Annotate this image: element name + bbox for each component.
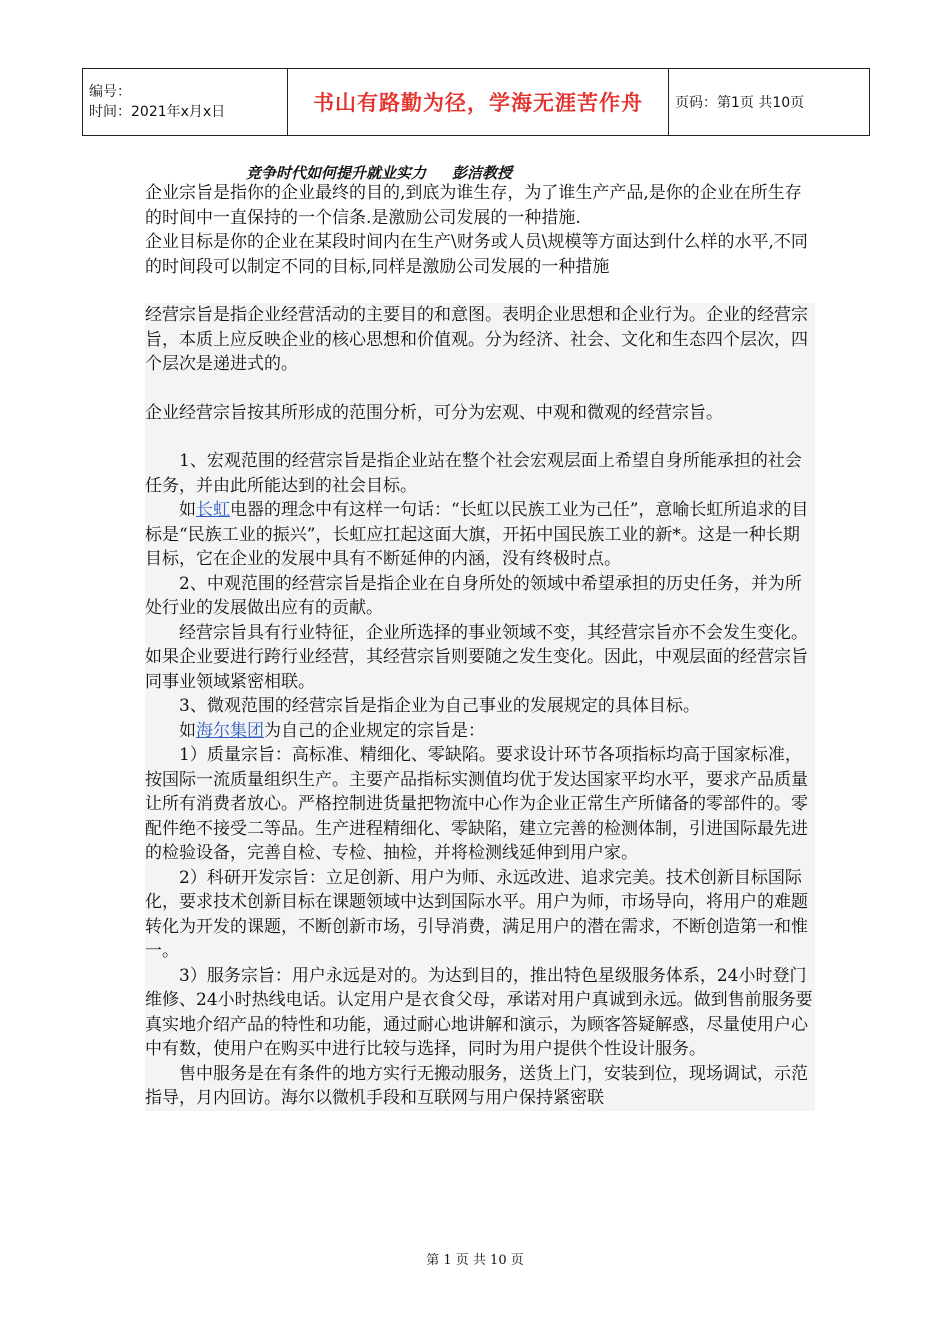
paragraph-meso-mission: 2、中观范围的经营宗旨是指企业在自身所处的领域中希望承担的历史任务，并为所处行业的发展做出应有的贡献。 (145, 573, 802, 618)
page-footer: 第 1 页 共 10 页 (426, 1253, 524, 1268)
paragraph-goal-definition: 企业目标是你的企业在某段时间内在生产\财务或人员\规模等方面达到什么样的水平,不同的时间段可以制定不同的目标,同样是激励公司发展的一种措施 (145, 232, 808, 277)
document-title: 竞争时代如何提升就业实力 (246, 164, 427, 182)
changhong-link[interactable]: 长虹 (196, 500, 230, 520)
document-number-label: 编号： (89, 84, 131, 100)
changhong-text: 电器的理念中有这样一句话：“长虹以民族工业为己任”，意喻长虹所追求的目标是“民族工业的振兴”，长虹应扛起这面大旗，开拓中国民族工业的新*。这是一种长期目标，它在企业的发展中具有不断延伸的内涵，没有终极时点。 (145, 500, 809, 569)
paragraph-macro-mission: 1、宏观范围的经营宗旨是指企业站在整个社会宏观层面上希望自身所能承担的社会任务，并由此所能达到的社会目标。 (145, 451, 802, 496)
paragraph-business-mission: 经营宗旨是指企业经营活动的主要目的和意图。表明企业思想和企业行为。企业的经营宗旨，本质上应反映企业的核心思想和价值观。分为经济、社会、文化和生态四个层次，四个层次是递进式的。 (145, 305, 808, 374)
haier-text: 为自己的企业规定的宗旨是： (264, 720, 485, 741)
document-body (145, 181, 815, 1111)
header-page-info: 页码：第1页 共10页 (669, 69, 870, 136)
paragraph-haier-intro (145, 719, 815, 744)
paragraph-micro-mission: 3、微观范围的经营宗旨是指企业为自己事业的发展规定的具体目标。 (179, 696, 700, 716)
header-meta-cell (83, 69, 288, 136)
paragraph-rd-mission: 2）科研开发宗旨：立足创新、用户为师、永远改进、追求完美。技术创新目标国际化，要求技术创新目标在课题领域中达到国际水平。用户为师，市场导向，将用户的难题转化为开发的课题，不断创新市场，引导消费，满足用户的潜在需求，不断创造第一和惟一。 (145, 867, 808, 961)
haier-link[interactable]: 海尔集团 (196, 720, 264, 741)
paragraph-changhong-example (145, 498, 815, 572)
document-header (82, 68, 870, 136)
document-author: 彭洁教授 (452, 164, 513, 182)
paragraph-mission-scope: 企业经营宗旨按其所形成的范围分析，可分为宏观、中观和微观的经营宗旨。 (145, 402, 723, 423)
paragraph-service-mission: 3）服务宗旨：用户永远是对的。为达到目的，推出特色星级服务体系，24小时登门维修、24小时热线电话。认定用户是衣食父母，承诺对用户真诚到永远。做到售前服务要真实地介绍产品的特性和功能，通过耐心地讲解和演示，为顾客答疑解惑，尽量使用户心中有数，使用户在购买中进行比较与选择，同时为用户提供个性设计服务。 (145, 965, 813, 1059)
prefix-text: 如 (179, 720, 196, 741)
paragraph-industry-feature: 经营宗旨具有行业特征，企业所选择的事业领域不变，其经营宗旨亦不会发生变化。如果企业要进行跨行业经营，其经营宗旨则要随之发生变化。因此，中观层面的经营宗旨同事业领域紧密相联。 (145, 622, 808, 692)
prefix-text: 如 (179, 500, 196, 520)
paragraph-quality-mission: 1）质量宗旨：高标准、精细化、零缺陷。要求设计环节各项指标均高于国家标准，按国际一流质量组织生产。主要产品指标实测值均优于发达国家平均水平，要求产品质量让所有消费者放心。严格控制进货量把物流中心作为企业正常生产所储备的零部件的。零配件绝不接受二等品。生产进程精细化、零缺陷，建立完善的检测体制，引进国际最先进的检验设备，完善自检、专检、抽检，并将检测线延伸到用户家。 (145, 745, 808, 863)
paragraph-in-sale-service: 售中服务是在有条件的地方实行无搬动服务，送货上门，安装到位，现场调试，示范指导，月内回访。海尔以微机手段和互联网与用户保持紧密联 (145, 1063, 808, 1108)
document-time-label: 时间：2021年x月x日 (89, 104, 226, 120)
shaded-section (145, 303, 815, 1111)
header-motto: 书山有路勤为径，学海无涯苦作舟 (288, 69, 669, 136)
paragraph-mission-definition: 企业宗旨是指你的企业最终的目的,到底为谁生存，为了谁生产产品,是你的企业在所生存的时间中一直保持的一个信条.是激励公司发展的一种措施. (145, 183, 802, 228)
document-title-line (246, 162, 512, 183)
